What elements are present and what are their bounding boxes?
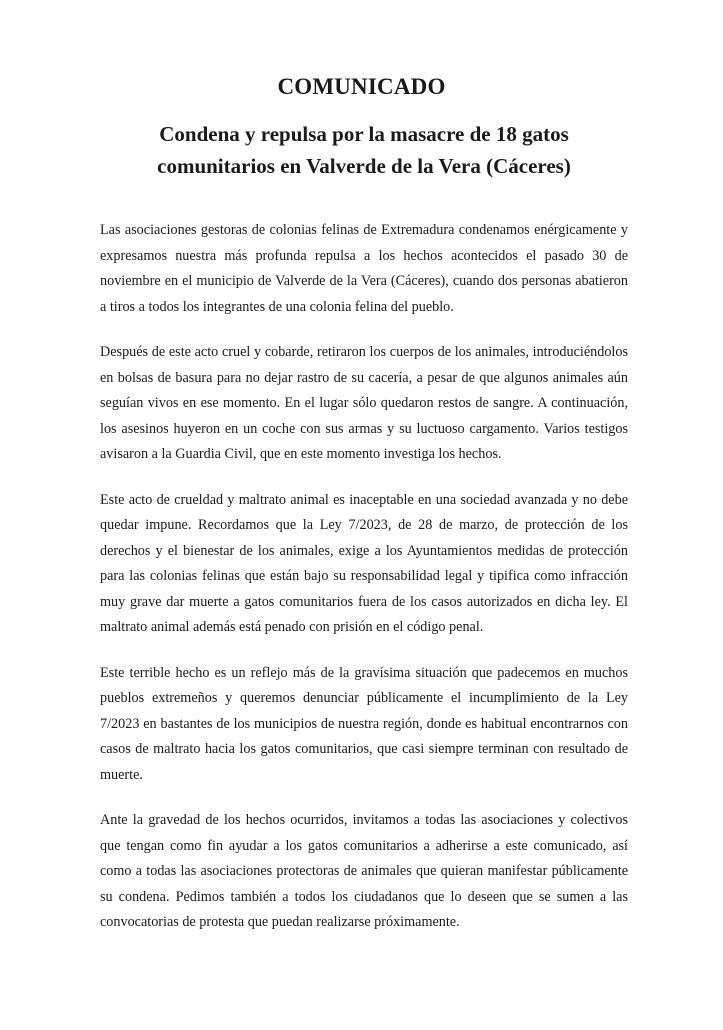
paragraph-4: Este terrible hecho es un reflejo más de la gravísima situación que padecemos en muchos pueblos extremeños y queremos denunciar públicamente el incumplimiento de la Ley 7/2023 en bastantes de los municipios de nuestra región, donde es habitual encontrarnos con casos de maltrato hacia los gatos comunitarios, que casi siempre terminan con resultado de muerte. <box>100 664 628 783</box>
paragraph-5: Ante la gravedad de los hechos ocurridos, invitamos a todas las asociaciones y colectivos que tengan como fin ayudar a los gatos comunitarios a adherirse a este comunicado, así como a todas las asociaciones protectoras de animales que quieran manifestar públicamente su condena. Pedimos también a todos los ciudadanos que lo deseen que se sumen a las convocatorias de protesta que puedan realizarse próximamente. <box>100 812 628 930</box>
paragraph-2: Después de este acto cruel y cobarde, retiraron los cuerpos de los animales, introduciéndolos en bolsas de basura para no dejar rastro de su cacería, a pesar de que algunos animales aún seguían vivos en ese momento. En el lugar sólo quedaron restos de sangre. A continuación, los asesinos huyeron en un coche con sus armas y su luctuoso cargamento. Varios testigos avisaron a la Guardia Civil, que en este momento investiga los hechos. <box>100 344 628 462</box>
document-title: COMUNICADO <box>277 74 446 99</box>
paragraph-1: Las asociaciones gestoras de colonias felinas de Extremadura condenamos enérgicamente y expresamos nuestra más profunda repulsa a los hechos acontecidos el pasado 30 de noviembre en el municipio de Valverde de la Vera (Cáceres), cuando dos personas abatieron a tiros a todos los integrantes de una colonia felina del pueblo. <box>100 222 628 315</box>
paragraph-3: Este acto de crueldad y maltrato animal es inaceptable en una sociedad avanzada y no debe quedar impune. Recordamos que la Ley 7/2023, de 28 de marzo, de protección de los derechos y el bienestar de los animales, exige a los Ayuntamientos medidas de protección para las colonias felinas que están bajo su responsabilidad legal y tipifica como infracción muy grave dar muerte a gatos comunitarios fuera de los casos autorizados en dicha ley. El maltrato animal además está penado con prisión en el código penal. <box>100 491 628 635</box>
document-subtitle: Condena y repulsa por la masacre de 18 gatos comunitarios en Valverde de la Vera (Cáceres) <box>157 122 571 178</box>
document-body <box>100 218 628 956</box>
